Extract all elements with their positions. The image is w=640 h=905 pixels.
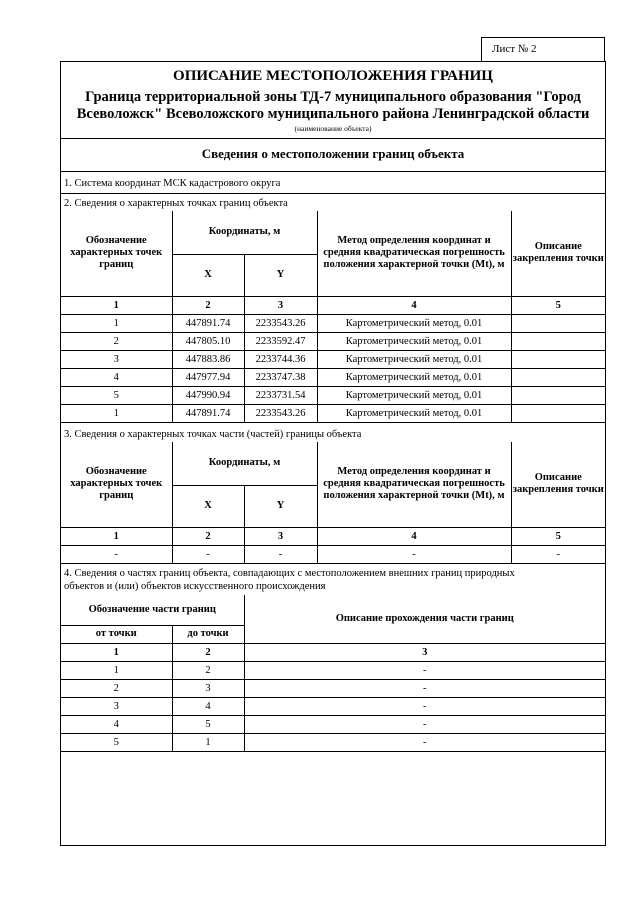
col-method: Метод определения координат и средняя квадратическая погрешность положения характерной точки (Mt), м bbox=[317, 442, 511, 527]
column-number: 5 bbox=[511, 527, 605, 545]
segment-to: 5 bbox=[172, 715, 244, 733]
segment-from: 3 bbox=[61, 697, 172, 715]
point-y: 2233731.54 bbox=[244, 386, 317, 404]
column-number: 1 bbox=[61, 643, 172, 661]
segment-description: - bbox=[244, 697, 605, 715]
point-x: 447990.94 bbox=[172, 386, 244, 404]
col-coordinates: Координаты, м bbox=[172, 211, 317, 254]
item-boundary-points: 2. Сведения о характерных точках границ объекта bbox=[64, 198, 288, 209]
col-method: Метод определения координат и средняя квадратическая погрешность положения характерной точки (Mt), м bbox=[317, 211, 511, 296]
table-row bbox=[61, 545, 605, 563]
point-y: - bbox=[244, 545, 317, 563]
document-title: ОПИСАНИЕ МЕСТОПОЛОЖЕНИЯ ГРАНИЦ bbox=[173, 68, 493, 84]
part-points-table bbox=[61, 442, 605, 564]
segment-from: 5 bbox=[61, 733, 172, 751]
table-row bbox=[61, 679, 605, 697]
col-part-description: Описание прохождения части границ bbox=[244, 595, 605, 643]
column-number: 2 bbox=[172, 527, 244, 545]
point-x: 447883.86 bbox=[172, 350, 244, 368]
point-fixing: - bbox=[511, 545, 605, 563]
table-row bbox=[61, 350, 605, 368]
point-id: 2 bbox=[61, 332, 172, 350]
col-y: Y bbox=[244, 485, 317, 527]
segment-description: - bbox=[244, 679, 605, 697]
col-designation: Обозначение характерных точек границ bbox=[61, 442, 172, 527]
point-x: - bbox=[172, 545, 244, 563]
table-row bbox=[61, 386, 605, 404]
point-fixing bbox=[511, 350, 605, 368]
divider bbox=[61, 171, 605, 172]
point-fixing bbox=[511, 332, 605, 350]
column-number: 2 bbox=[172, 643, 244, 661]
point-y: 2233543.26 bbox=[244, 404, 317, 422]
object-name-line-2: Всеволожск" Всеволожского муниципального района Ленинградской области bbox=[76, 106, 590, 122]
table-row bbox=[61, 314, 605, 332]
column-number: 1 bbox=[61, 527, 172, 545]
table-row bbox=[61, 715, 605, 733]
document-frame bbox=[60, 61, 606, 846]
segment-from: 4 bbox=[61, 715, 172, 733]
point-fixing bbox=[511, 368, 605, 386]
sheet-number: Лист № 2 bbox=[481, 37, 605, 61]
section-title: Сведения о местоположении границ объекта bbox=[201, 146, 465, 161]
col-fixing: Описание закрепления точки bbox=[511, 211, 605, 296]
item-part-points: 3. Сведения о характерных точках части (частей) границы объекта bbox=[64, 429, 362, 440]
object-name bbox=[61, 89, 605, 123]
column-number: 2 bbox=[172, 296, 244, 314]
divider bbox=[61, 193, 605, 194]
segment-to: 1 bbox=[172, 733, 244, 751]
column-number: 4 bbox=[317, 527, 511, 545]
col-fixing: Описание закрепления точки bbox=[511, 442, 605, 527]
point-id: 1 bbox=[61, 314, 172, 332]
point-id: 3 bbox=[61, 350, 172, 368]
column-number: 3 bbox=[244, 296, 317, 314]
column-number: 5 bbox=[511, 296, 605, 314]
col-from-point: от точки bbox=[61, 625, 172, 643]
col-to-point: до точки bbox=[172, 625, 244, 643]
segment-from: 2 bbox=[61, 679, 172, 697]
column-number: 1 bbox=[61, 296, 172, 314]
point-method: Картометрический метод, 0.01 bbox=[317, 386, 511, 404]
point-x: 447891.74 bbox=[172, 404, 244, 422]
table-row bbox=[61, 697, 605, 715]
segment-description: - bbox=[244, 733, 605, 751]
item-natural-boundaries-line-2: объектов и (или) объектов искусственного происхождения bbox=[64, 581, 326, 592]
table-row bbox=[61, 733, 605, 751]
points-table bbox=[61, 211, 605, 423]
object-name-line-1: Граница территориальной зоны ТД-7 муниципального образования "Город bbox=[85, 89, 581, 105]
point-id: - bbox=[61, 545, 172, 563]
table-row bbox=[61, 332, 605, 350]
point-y: 2233744.36 bbox=[244, 350, 317, 368]
item-natural-boundaries-line-1: 4. Сведения о частях границ объекта, совпадающих с местоположением внешних границ природных bbox=[64, 568, 515, 579]
point-fixing bbox=[511, 404, 605, 422]
col-designation: Обозначение характерных точек границ bbox=[61, 211, 172, 296]
item-coordinate-system: 1. Система координат МСК кадастрового округа bbox=[64, 178, 281, 189]
point-method: Картометрический метод, 0.01 bbox=[317, 350, 511, 368]
col-part-designation: Обозначение части границ bbox=[61, 595, 244, 625]
point-x: 447805.10 bbox=[172, 332, 244, 350]
point-x: 447891.74 bbox=[172, 314, 244, 332]
point-id: 1 bbox=[61, 404, 172, 422]
segment-description: - bbox=[244, 661, 605, 679]
point-y: 2233543.26 bbox=[244, 314, 317, 332]
point-id: 4 bbox=[61, 368, 172, 386]
column-number: 3 bbox=[244, 643, 605, 661]
item-natural-boundaries bbox=[64, 567, 515, 593]
segment-description: - bbox=[244, 715, 605, 733]
divider bbox=[61, 138, 605, 139]
object-name-note: (наименование объекта) bbox=[294, 124, 372, 133]
segment-to: 2 bbox=[172, 661, 244, 679]
table-row bbox=[61, 404, 605, 422]
point-id: 5 bbox=[61, 386, 172, 404]
point-fixing bbox=[511, 314, 605, 332]
point-y: 2233747.38 bbox=[244, 368, 317, 386]
point-x: 447977.94 bbox=[172, 368, 244, 386]
col-y: Y bbox=[244, 254, 317, 296]
segments-table bbox=[61, 595, 605, 752]
column-number: 3 bbox=[244, 527, 317, 545]
point-y: 2233592.47 bbox=[244, 332, 317, 350]
point-method: Картометрический метод, 0.01 bbox=[317, 332, 511, 350]
point-method: Картометрический метод, 0.01 bbox=[317, 368, 511, 386]
column-number: 4 bbox=[317, 296, 511, 314]
col-coordinates: Координаты, м bbox=[172, 442, 317, 485]
point-method: Картометрический метод, 0.01 bbox=[317, 314, 511, 332]
segment-to: 3 bbox=[172, 679, 244, 697]
point-method: - bbox=[317, 545, 511, 563]
col-x: X bbox=[172, 254, 244, 296]
table-row bbox=[61, 368, 605, 386]
segment-from: 1 bbox=[61, 661, 172, 679]
segment-to: 4 bbox=[172, 697, 244, 715]
table-row bbox=[61, 661, 605, 679]
point-fixing bbox=[511, 386, 605, 404]
col-x: X bbox=[172, 485, 244, 527]
point-method: Картометрический метод, 0.01 bbox=[317, 404, 511, 422]
